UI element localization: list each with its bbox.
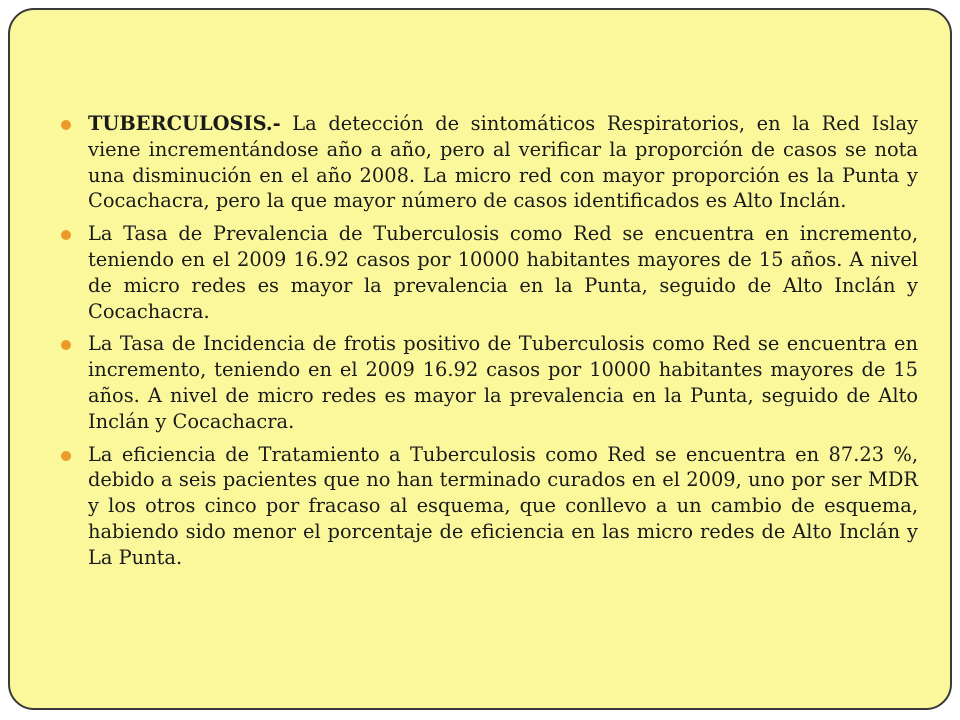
- bullet-list: [88, 111, 918, 578]
- bullet-dot-icon: [61, 451, 71, 461]
- bullet-text: La Tasa de Incidencia de frotis positivo de Tuberculosis como Red se encuentra en incremento, teniendo en el 2009 16.92 casos por 10000 habitantes mayores de 15 años. A nivel de micro redes es mayor la prevalencia en la Punta, seguido de Alto Inclán y Cocachacra.: [88, 332, 918, 433]
- bullet-text: La eficiencia de Tratamiento a Tuberculosis como Red se encuentra en 87.23 %, debido a seis pacientes que no han terminado curados en el 2009, uno por ser MDR y los otros cinco por fracaso al esquema, que conllevo a un cambio de esquema, habiendo sido menor el porcentaje de eficiencia en las micro redes de Alto Inclán y La Punta.: [88, 442, 918, 569]
- slide-panel: [8, 8, 952, 710]
- bullet-text: La detección de sintomáticos Respiratorios, en la Red Islay viene incrementándose año a año, pero al verificar la proporción de casos se nota una disminución en el año 2008. La micro red con mayor proporción es la Punta y Cocachacra, pero la que mayor número de casos identificados es Alto Inclán.: [88, 112, 918, 213]
- bullet-dot-icon: [61, 340, 71, 350]
- bullet-item-prevalencia: [88, 221, 918, 324]
- bullet-item-eficiencia: [88, 442, 918, 571]
- bullet-lead: TUBERCULOSIS.-: [88, 112, 281, 135]
- bullet-item-incidencia: [88, 331, 918, 434]
- bullet-dot-icon: [61, 120, 71, 130]
- bullet-text: La Tasa de Prevalencia de Tuberculosis como Red se encuentra en incremento, teniendo en el 2009 16.92 casos por 10000 habitantes mayores de 15 años. A nivel de micro redes es mayor la prevalencia en la Punta, seguido de Alto Inclán y Cocachacra.: [88, 222, 918, 323]
- bullet-item-tuberculosis: [88, 111, 918, 214]
- bullet-dot-icon: [61, 230, 71, 240]
